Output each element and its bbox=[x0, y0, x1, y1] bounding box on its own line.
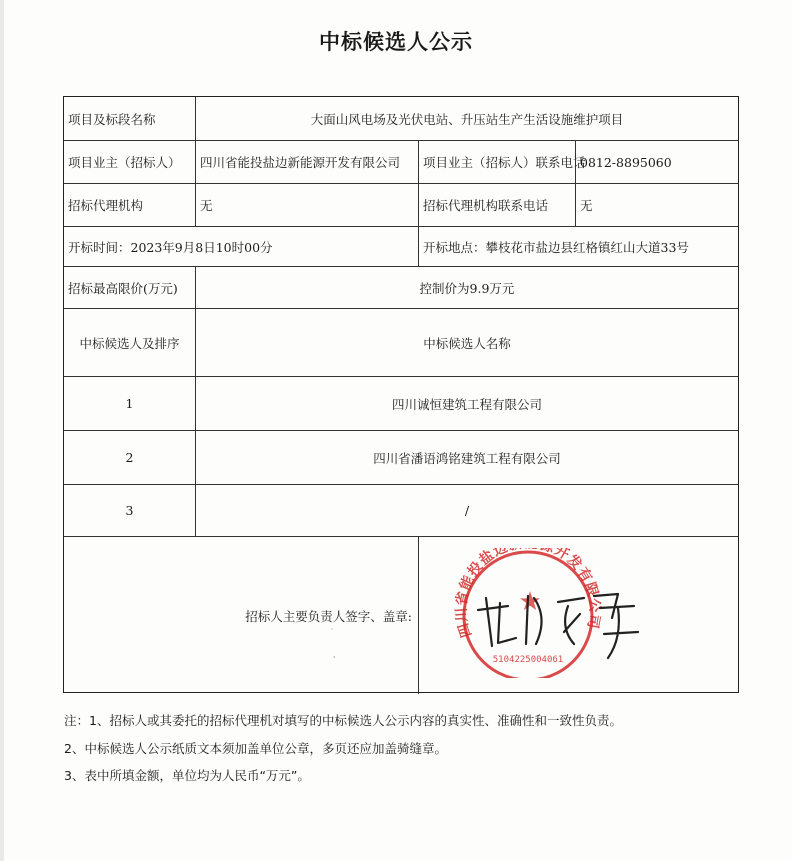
project-value: 大面山风电场及光伏电站、升压站生产生活设施维护项目 bbox=[195, 97, 738, 140]
table-row-candidate-header bbox=[64, 309, 738, 377]
svg-text:★: ★ bbox=[518, 587, 542, 617]
note-2: 2、中标候选人公示纸质文本须加盖单位公章，多页还应加盖骑缝章。 bbox=[64, 741, 447, 756]
max-price-label: 招标最高限价(万元) bbox=[68, 280, 178, 296]
official-seal bbox=[408, 548, 648, 678]
page-edge bbox=[0, 0, 4, 861]
agency-label: 招标代理机构 bbox=[68, 198, 144, 213]
note-3: 3、表中所填金额，单位均为人民币“万元”。 bbox=[64, 768, 310, 783]
candidate-name: 四川诚恒建筑工程有限公司 bbox=[195, 377, 738, 430]
owner-phone-label: 项目业主（招标人）联系电话 bbox=[418, 141, 575, 183]
owner-label: 项目业主（招标人） bbox=[68, 155, 181, 170]
table-row-opening bbox=[64, 227, 738, 267]
seal-svg bbox=[408, 548, 648, 678]
owner-value: 四川省能投盐边新能源开发有限公司 bbox=[195, 141, 418, 183]
seal-number: 5104225004061 bbox=[492, 655, 564, 665]
agency-phone: 无 bbox=[575, 184, 738, 226]
owner-phone: 0812-8895060 bbox=[575, 141, 738, 183]
candidate-name: 四川省潘语鸿铭建筑工程有限公司 bbox=[195, 431, 738, 484]
project-label: 项目及标段名称 bbox=[68, 111, 156, 127]
name-header: 中标候选人名称 bbox=[195, 309, 738, 376]
table-row-candidate bbox=[64, 485, 738, 537]
candidate-rank: 2 bbox=[125, 450, 134, 465]
candidate-name: / bbox=[195, 485, 738, 536]
scan-mark: ˌ bbox=[333, 650, 336, 659]
max-price-value: 控制价为9.9万元 bbox=[195, 267, 738, 308]
agency-phone-label: 招标代理机构联系电话 bbox=[418, 184, 575, 226]
rank-header: 中标候选人及排序 bbox=[79, 335, 180, 351]
candidate-rank: 1 bbox=[125, 396, 134, 411]
opening-place: 开标地点：攀枝花市盐边县红格镇红山大道33号 bbox=[418, 227, 738, 266]
table-row-candidate bbox=[64, 377, 738, 431]
opening-time: 开标时间：2023年9月8日10时00分 bbox=[68, 239, 273, 255]
handwritten-signature bbox=[478, 594, 638, 658]
table-row-project bbox=[64, 97, 738, 141]
candidate-rank: 3 bbox=[125, 503, 134, 518]
table-row-owner bbox=[64, 141, 738, 184]
table-row-agency bbox=[64, 184, 738, 227]
table-row-max-price bbox=[64, 267, 738, 309]
table-row-candidate bbox=[64, 431, 738, 485]
agency-value: 无 bbox=[195, 184, 418, 226]
scan-mark: ˙ bbox=[330, 628, 334, 637]
page-title: 中标候选人公示 bbox=[319, 30, 473, 54]
signature-label: 招标人主要负责人签字、盖章: bbox=[245, 608, 412, 624]
seal-text: 四川省能投盐边 开发有限公司 bbox=[453, 548, 603, 640]
note-1: 注：1、招标人或其委托的招标代理机对填写的中标候选人公示内容的真实性、准确性和一致性负责。 bbox=[64, 713, 622, 728]
